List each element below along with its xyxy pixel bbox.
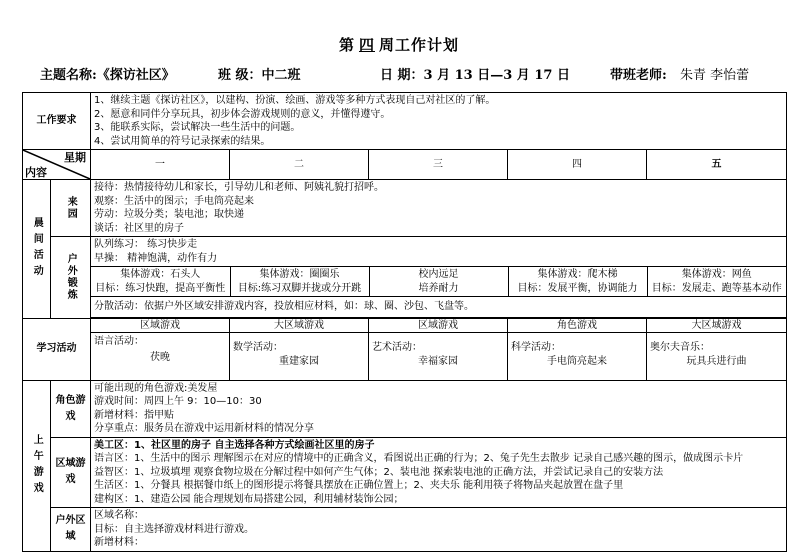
study-row (23, 318, 787, 380)
content-label: 内容 (25, 165, 47, 179)
role-game-content: 可能出现的角色游戏:美发屋 游戏时间：周四上午 9：10—10：30 新增材料：指甲贴 分享重点：服务员在游戏中运用新材料的情况分享 (91, 380, 787, 437)
outdoor-games-grid (91, 266, 786, 296)
outdoor-area-content: 区域名称： 目标：自主选择游戏材料进行游戏。 新增材料： (91, 508, 787, 552)
arrival-content (91, 180, 787, 237)
area-game-content: 美工区：1、社区里的房子 自主选择各种方式绘画社区里的房子 语言区：1、生活中的图示 理解图示在对应的情境中的正确含义，看图说出正确的行为；2、兔子先生去散步 记录自己感兴趣的图示，做成图示卡片 益智区：1、垃圾填埋 观察食物垃圾在分解过程中如何产生气体；2、装电池 探索装电池的正确方法，并尝试记录自己的安装方法 生活区：1、分餐具 根据餐巾纸上的图形提示将餐具摆放在正确位置上；2、夹夫乐 能利用筷子将物品夹起放置在盘子里 建构区：1、建造公园 能合理规划布局搭建公园，利用辅材装饰公园； (91, 437, 787, 508)
game-tuesday: 集体游戏：圈圈乐 目标:练习双脚并拢或分开跳 (230, 267, 369, 297)
arrival-line: 观察：生活中的图示；手电筒亮起来 (94, 195, 254, 207)
game-monday: 集体游戏：石头人 目标：练习快跑，提高平衡性 (91, 267, 230, 297)
game-wednesday: 校内远足 培养耐力 (369, 267, 508, 297)
study-wednesday: 区域游戏 艺术活动： 幸福家园 (369, 318, 508, 380)
queue-drill: 队列练习： 练习快步走 (94, 239, 198, 250)
title-prefix: 第 (338, 36, 355, 54)
theme-name: 主题名称:《探访社区》 (40, 68, 175, 83)
scatter-activity: 分散活动：依据户外区域安排游戏内容，投放相应材料，如：球、圈、沙包、飞盘等。 (91, 296, 786, 317)
day-wednesday: 三 (369, 150, 508, 180)
arrival-line: 接待：热情接待幼儿和家长，引导幼儿和老师、阿姨礼貌打招呼。 (94, 182, 384, 193)
outdoor-area-label: 户外区域 (51, 508, 91, 552)
arrival-line: 劳动：垃圾分类；装电池；取快递 (94, 209, 244, 220)
morning-activity-label: 晨间活动 (23, 180, 51, 319)
game-thursday: 集体游戏：爬木梯 目标：发展平衡，协调能力 (508, 267, 647, 297)
weekday-label: 星期 (64, 151, 86, 164)
weekday-header-row (23, 150, 787, 180)
study-friday: 大区域游戏 奥尔夫音乐： 玩具兵进行曲 (647, 318, 787, 380)
study-tuesday: 大区域游戏 数学活动： 重建家园 (230, 318, 369, 380)
weekly-plan-table (22, 92, 787, 552)
teacher-names: 朱青 李怡蕾 (680, 68, 750, 83)
day-monday: 一 (91, 150, 230, 180)
requirement-item: 4、尝试用简单的符号记录探索的结果。 (94, 135, 271, 147)
outdoor-exercise-label: 户外锻炼 (51, 237, 91, 319)
plan-meta (0, 64, 798, 86)
class-name: 班 级：中二班 (218, 68, 301, 83)
requirement-item: 2、愿意和同伴分享玩具，初步体会游戏规则的意义，并懂得遵守。 (94, 108, 391, 120)
day-tuesday: 二 (230, 150, 369, 180)
study-thursday: 角色游戏 科学活动： 手电筒亮起来 (508, 318, 647, 380)
morning-exercise: 早操： 精神饱满，动作有力 (94, 252, 218, 264)
requirement-item: 1、继续主题《探访社区》，以建构、扮演、绘画、游戏等多种方式表现自己对社区的了解。 (94, 95, 496, 106)
requirements-row (23, 93, 787, 150)
title-suffix: 周工作计划 (379, 36, 460, 54)
document-title (0, 34, 798, 55)
role-game-label: 角色游戏 (51, 380, 91, 437)
title-week-number: 四 (358, 36, 375, 54)
morning-arrival-row (23, 180, 787, 237)
study-monday: 区域游戏 语言活动： 茯晚 (91, 318, 230, 380)
outdoor-exercise-content (91, 237, 787, 318)
date-range: 日 期：3 月 13 日—3 月 17 日 (380, 68, 570, 83)
forenoon-game-label: 上午游戏 (23, 380, 51, 551)
day-thursday: 四 (508, 150, 647, 180)
area-game-row (23, 437, 787, 508)
requirements-content (91, 93, 787, 150)
arrival-label: 来园 (51, 180, 91, 237)
arrival-line: 谈话：社区里的房子 (94, 222, 184, 234)
weekday-content-corner (23, 150, 91, 180)
day-friday: 五 (647, 150, 787, 180)
study-activity-label: 学习活动 (23, 318, 91, 380)
role-game-row (23, 380, 787, 437)
requirements-label: 工作要求 (23, 93, 91, 150)
area-game-label: 区域游戏 (51, 437, 91, 508)
outdoor-area-row (23, 508, 787, 552)
morning-outdoor-row (23, 237, 787, 318)
requirement-item: 3、能联系实际，尝试解决一些生活中的问题。 (94, 122, 301, 133)
game-friday: 集体游戏：网鱼 目标：发展走、跑等基本动作 (651, 269, 782, 294)
teacher-label: 带班老师: (610, 68, 667, 83)
